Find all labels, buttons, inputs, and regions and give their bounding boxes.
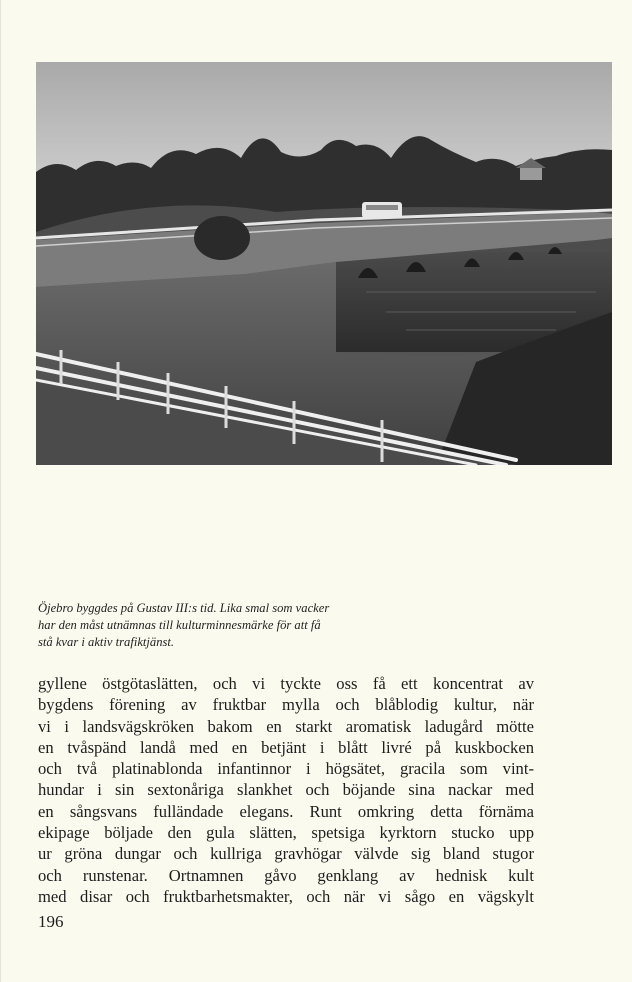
text-line: vi i landsvägskröken bakom en starkt aromatisk ladugård mötte	[38, 716, 534, 736]
text-line: en sångsvans fulländade elegans. Runt omkring detta förnäma	[38, 801, 534, 821]
caption-line: stå kvar i aktiv trafiktjänst.	[38, 635, 175, 649]
photo-caption	[38, 600, 438, 651]
bridge-photo-illustration	[36, 62, 612, 465]
text-line: en tvåspänd landå med en betjänt i blått livré på kuskbocken	[38, 737, 534, 757]
house	[520, 166, 542, 180]
caption-line: Öjebro byggdes på Gustav III:s tid. Lika smal som vacker	[38, 601, 330, 615]
text-line: och två platinablonda infantinnor i högsätet, gracila som vint-	[38, 759, 534, 779]
body-paragraph	[38, 673, 534, 907]
text-line: ekipage böljade den gula slätten, spetsiga kyrktorn stucko upp	[38, 823, 534, 843]
text-line: hundar i sin sextonåriga slankhet och böjande sina nackar med	[38, 780, 534, 800]
bridge-photo	[36, 62, 612, 465]
text-line: ur gröna dungar och kullriga gravhögar välvde sig bland stugor	[38, 844, 534, 864]
text-line: gyllene östgötaslätten, och vi tyckte oss få ett koncentrat av	[38, 674, 534, 693]
text-line: med disar och fruktbarhetsmakter, och när vi sågo en vägskylt	[38, 886, 534, 906]
text-line: och runstenar. Ortnamnen gåvo genklang av hednisk kult	[38, 865, 534, 885]
text-line: bygdens förening av fruktbar mylla och blåblodig kultur, när	[38, 695, 534, 715]
caption-line: har den måst utnämnas till kulturminnesmärke för att få	[38, 618, 321, 632]
page-number: 196	[38, 912, 64, 931]
